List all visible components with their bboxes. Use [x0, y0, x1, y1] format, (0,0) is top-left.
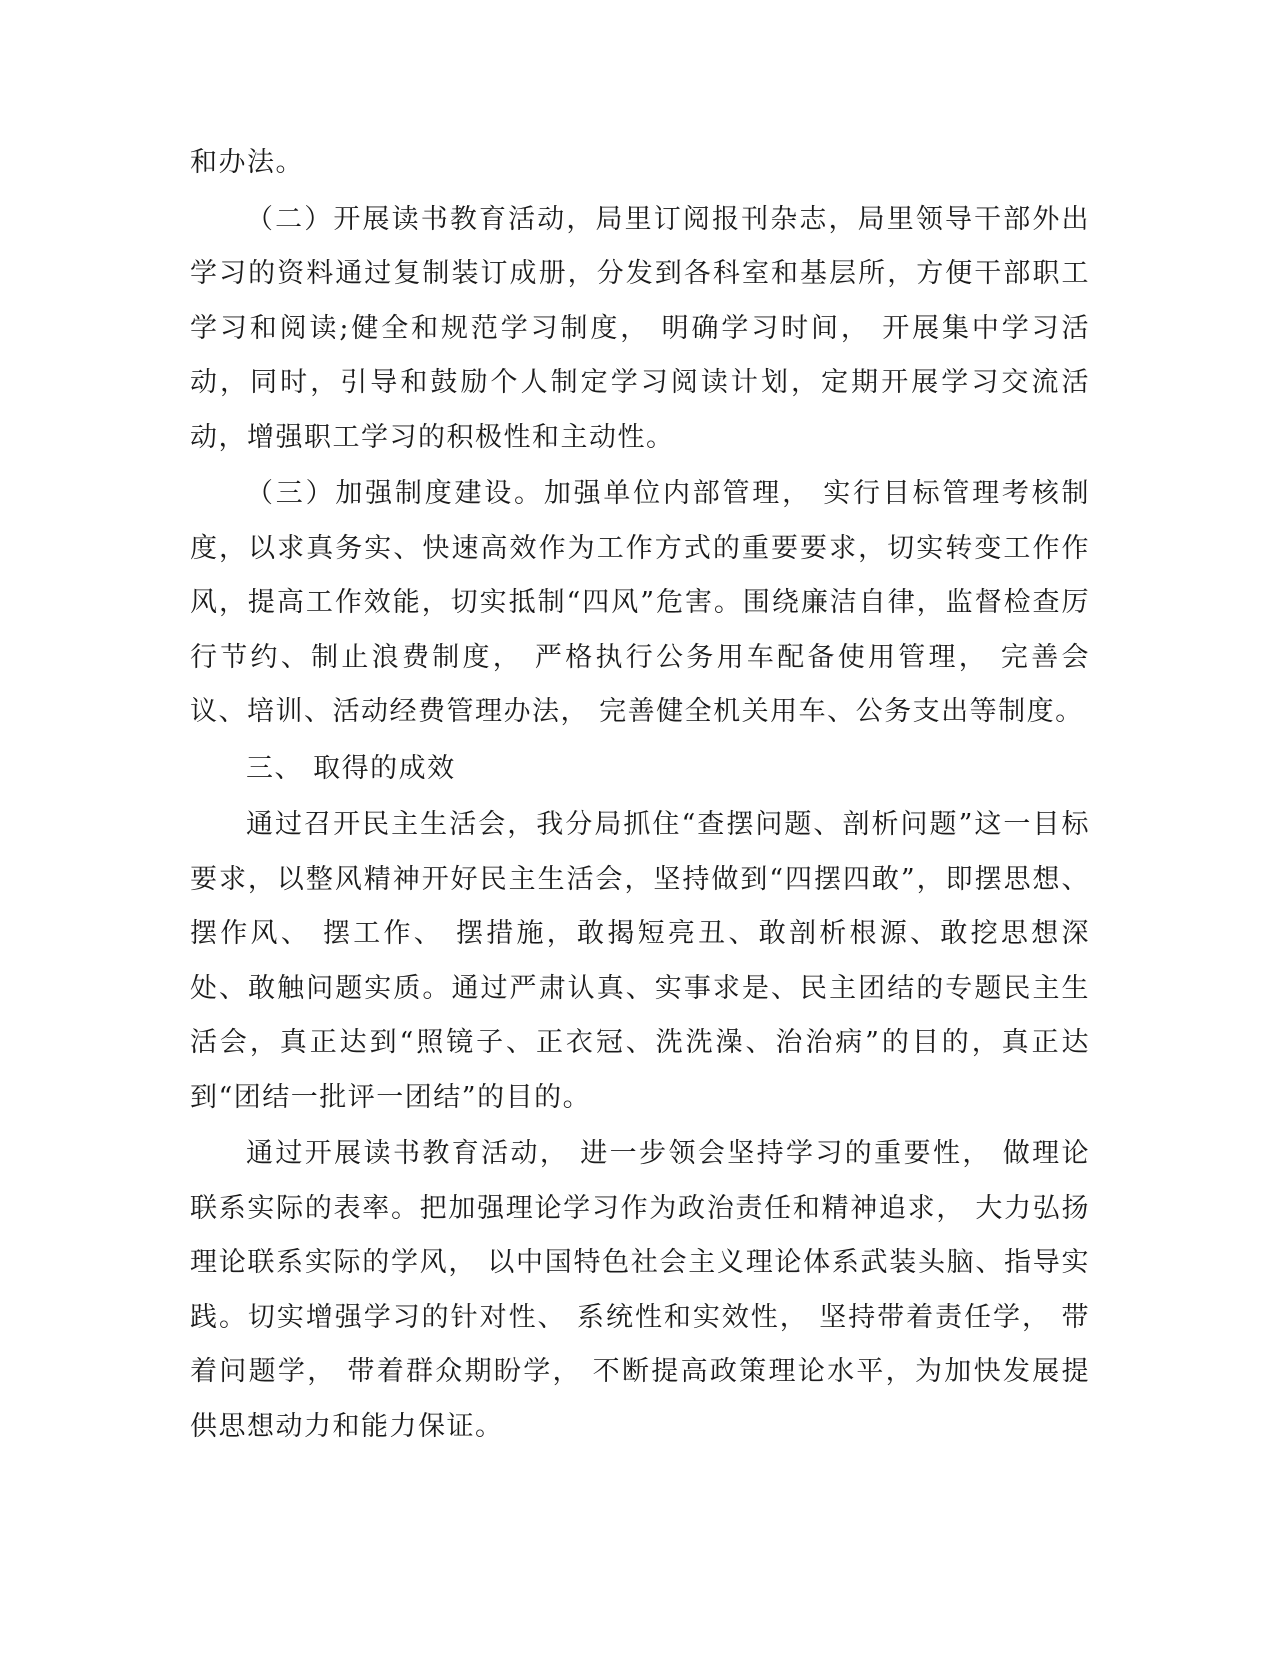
- paragraph-reading-activity: （二）开展读书教育活动，局里订阅报刊杂志，局里领导干部外出学习的资料通过复制装订成册，分发到各科室和基层所，方便干部职工学习和阅读;健全和规范学习制度， 明确学习时间， 开展集中学习活动，同时，引导和鼓励个人制定学习阅读计划，定期开展学习交流活动，增强职工学习的积极性和主动性。: [190, 203, 1090, 453]
- paragraph-democratic-meeting: 通过召开民主生活会，我分局抓住“查摆问题、剖析问题”这一目标要求，以整风精神开好民主生活会，坚持做到“四摆四敢”，即摆思想、摆作风、 摆工作、 摆措施，敢揭短亮丑、敢剖析根源、敢挖思想深处、敢触问题实质。通过严肃认真、实事求是、民主团结的专题民主生活会，真正达到“照镜子、正衣冠、洗洗澡、治治病”的目的，真正达到“团结一批评一团结”的目的。: [190, 809, 1090, 1113]
- paragraph-reading-results: 通过开展读书教育活动， 进一步领会坚持学习的重要性， 做理论联系实际的表率。把加强理论学习作为政治责任和精神追求， 大力弘扬理论联系实际的学风， 以中国特色社会主义理论体系武装头脑、指导实践。切实增强学习的针对性、 系统性和实效性， 坚持带着责任学， 带着问题学， 带着群众期盼学， 不断提高政策理论水平，为加快发展提供思想动力和能力保证。: [190, 1138, 1090, 1442]
- section-heading-results: 三、 取得的成效: [246, 752, 456, 784]
- document-body: [190, 136, 1090, 1454]
- paragraph-continuation: 和办法。: [190, 147, 304, 178]
- paragraph-system-building: （三）加强制度建设。加强单位内部管理， 实行目标管理考核制度，以求真务实、快速高效作为工作方式的重要要求，切实转变工作作风，提高工作效能，切实抵制“四风”危害。围绕廉洁自律，监督检查厉行节约、制止浪费制度， 严格执行公务用车配备使用管理， 完善会议、培训、活动经费管理办法， 完善健全机关用车、公务支出等制度。: [190, 478, 1090, 727]
